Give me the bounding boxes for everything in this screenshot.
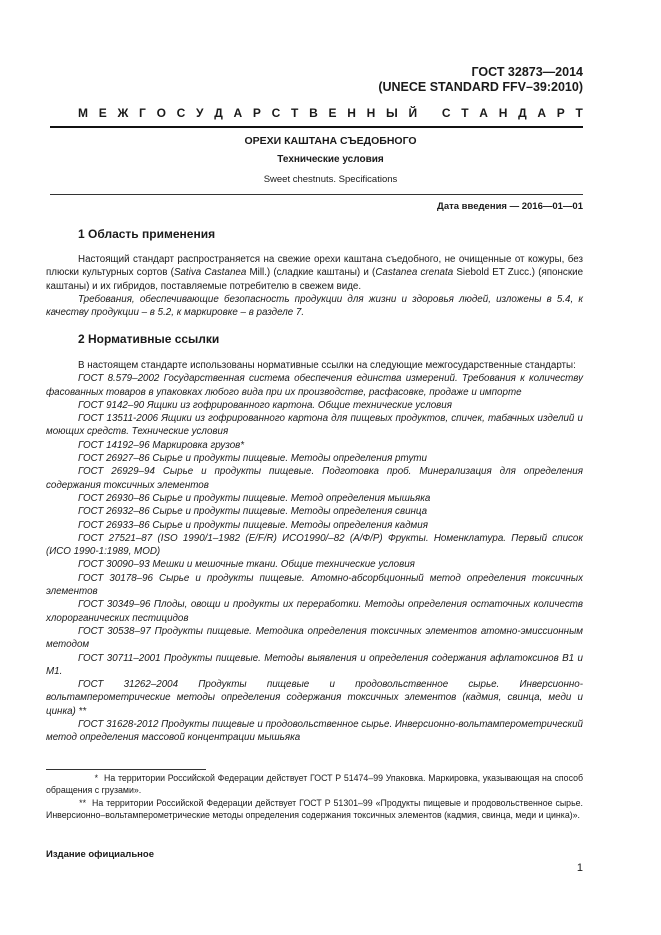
- footnote-rule: [46, 769, 206, 770]
- reference-item: ГОСТ 26932–86 Сырье и продукты пищевые. Методы определения свинца: [78, 506, 428, 518]
- footnote-text: На территории Российской Федерации действует ГОСТ Р 51301–99 «Продукты пищевые и продовольственное сырье. Инверсионно–вольтамперометрические методы определения содержания токсичных элементов (кадмия, свинца, меди и цинка)».: [46, 798, 583, 820]
- banner-letter: С: [176, 106, 186, 120]
- text-run: Mill.) (сладкие каштаны) и (: [246, 267, 376, 279]
- reference-item: ГОСТ 30349–96 Плоды, овощи и продукты их переработки. Методы определения остаточных количеств хлорорганических пестицидов: [46, 599, 583, 624]
- footnote-mark: *: [94, 773, 98, 783]
- banner-letter: Ж: [117, 106, 129, 120]
- reference-item: ГОСТ 9142–90 Ящики из гофрированного картона. Общие технические условия: [78, 399, 452, 411]
- banner-letter: М: [78, 106, 88, 120]
- latin-name: Castanea crenata: [375, 267, 454, 279]
- text-run: Настоящий стандарт распространяется на свежие орехи каштана съедобного, не очищенные от кожуры, без плюски культурных сортов (: [46, 254, 583, 279]
- footnote-mark: **: [79, 798, 86, 808]
- section-2-heading: 2 Нормативные ссылки: [78, 332, 220, 346]
- document-subtitle: Технические условия: [277, 154, 384, 165]
- banner-letter: Е: [328, 106, 337, 120]
- banner-letter: Т: [575, 106, 583, 120]
- banner-letter: Н: [347, 106, 356, 120]
- english-title: Sweet chestnuts. Specifications: [263, 174, 398, 185]
- standard-ref: (UNECE STANDARD FFV–39:2010): [378, 80, 583, 94]
- reference-item: ГОСТ 26927–86 Сырье и продукты пищевые. Методы определения ртути: [78, 453, 427, 465]
- banner-letter: С: [441, 106, 451, 120]
- footnote-text: На территории Российской Федерации действует ГОСТ Р 51474–99 Упаковка. Маркировка, указывающая на способ обращения с грузами».: [46, 773, 583, 795]
- reference-item: ГОСТ 27521–87 (ISO 1990/1–1982 (E/F/R) ИСО1990/–82 (А/Ф/Р) Фрукты. Номенклатура. Первый список (ИСО 1990-1:1989, MOD): [46, 532, 583, 558]
- text-run: Siebold ET Zucc.) (японские каштаны) и их гибридов, поставляемые потребителю в свежем виде.: [46, 267, 584, 292]
- footnote: [46, 772, 583, 796]
- reference-item: ГОСТ 26929–94 Сырье и продукты пищевые. Подготовка проб. Минерализация для определения содержания токсичных элементов: [46, 466, 583, 491]
- reference-item: ГОСТ 30090–93 Мешки и мешочные ткани. Общие технические условия: [78, 559, 415, 571]
- reference-item: ГОСТ 30538–97 Продукты пищевые. Методика определения токсичных элементов атомно-эмиссионным методом: [46, 625, 583, 651]
- reference-item: ГОСТ 26933–86 Сырье и продукты пищевые. Методы определения кадмия: [78, 519, 428, 531]
- section-1-paragraph-2: Требования, обеспечивающие безопасность продукции для жизни и здоровья людей, изложены в 5.4, к качеству продукции – в 5.2, к маркировке – в разделе 7.: [46, 293, 583, 319]
- banner-letter: У: [196, 106, 204, 120]
- banner-letter: Р: [556, 106, 565, 120]
- latin-name: Sativa Castanea: [173, 267, 247, 279]
- banner-letter: Д: [518, 106, 527, 120]
- banner-letter: Г: [139, 106, 146, 120]
- banner-letter: Н: [498, 106, 508, 120]
- banner-letter: Р: [252, 106, 261, 120]
- document-code-block: [378, 65, 583, 95]
- banner-letter: А: [537, 106, 547, 120]
- section-1-body: [46, 253, 583, 319]
- banner-letter: Т: [461, 106, 469, 120]
- banner-letter: А: [479, 106, 488, 120]
- banner-letter: [428, 106, 431, 120]
- official-edition-label: Издание официальное: [46, 849, 154, 860]
- footnote: [46, 797, 583, 821]
- title-rule: [50, 194, 583, 195]
- banner-letter: Ы: [385, 106, 398, 120]
- page-number: 1: [576, 862, 583, 874]
- header-rule: [50, 126, 583, 128]
- interstate-standard-banner: [78, 106, 583, 120]
- reference-item: ГОСТ 26930–86 Сырье и продукты пищевые. Метод определения мышьяка: [78, 492, 431, 504]
- banner-letters: [78, 106, 583, 120]
- banner-letter: С: [271, 106, 281, 120]
- banner-letter: Е: [98, 106, 107, 120]
- banner-letter: Т: [291, 106, 299, 120]
- banner-letter: А: [233, 106, 243, 120]
- reference-item: ГОСТ 30178–96 Сырье и продукты пищевые. Атомно-абсорбционный метод определения токсичных элементов: [46, 572, 583, 598]
- normative-references: [46, 359, 583, 745]
- reference-item: ГОСТ 8.579–2002 Государственная система обеспечения единства измерений. Требования к количеству фасованных товаров в упаковках любого вида при их производстве, расфасовке, продаже и импорте: [46, 373, 583, 398]
- footnotes: [46, 772, 583, 822]
- banner-letter: Д: [214, 106, 223, 120]
- section-1-paragraph-1: [46, 253, 583, 293]
- references-intro: В настоящем стандарте использованы нормативные ссылки на следующие межгосударственные стандарты:: [78, 360, 576, 371]
- reference-item: ГОСТ 31262–2004 Продукты пищевые и продовольственное сырье. Инверсионно-вольтамперометрические методы определения содержания токсичных элементов (кадмия, свинца, меди и цинка) **: [46, 679, 583, 717]
- banner-letter: О: [156, 106, 166, 120]
- section-1-heading: 1 Область применения: [78, 227, 216, 241]
- document-title: ОРЕХИ КАШТАНА СЪЕДОБНОГО: [244, 135, 417, 147]
- reference-item: ГОСТ 31628-2012 Продукты пищевые и продовольственное сырье. Инверсионно-вольтамперометрический метод определения массовой концентрации мышьяка: [46, 719, 583, 744]
- doc-code: ГОСТ 32873—2014: [471, 65, 583, 79]
- reference-item: ГОСТ 30711–2001 Продукты пищевые. Методы выявления и определения содержания афлатоксинов В1 и М1.: [46, 652, 583, 677]
- reference-item: ГОСТ 14192–96 Маркировка грузов*: [78, 439, 245, 451]
- banner-letter: Й: [408, 106, 418, 120]
- reference-item: ГОСТ 13511-2006 Ящики из гофрированного картона для пищевых продуктов, спичек, табачных изделий и моющих средств. Технические условия: [46, 413, 583, 438]
- banner-letter: В: [309, 106, 318, 120]
- banner-letter: Н: [366, 106, 376, 120]
- intro-date: Дата введения — 2016—01—01: [437, 201, 583, 212]
- reference-list: [46, 372, 583, 744]
